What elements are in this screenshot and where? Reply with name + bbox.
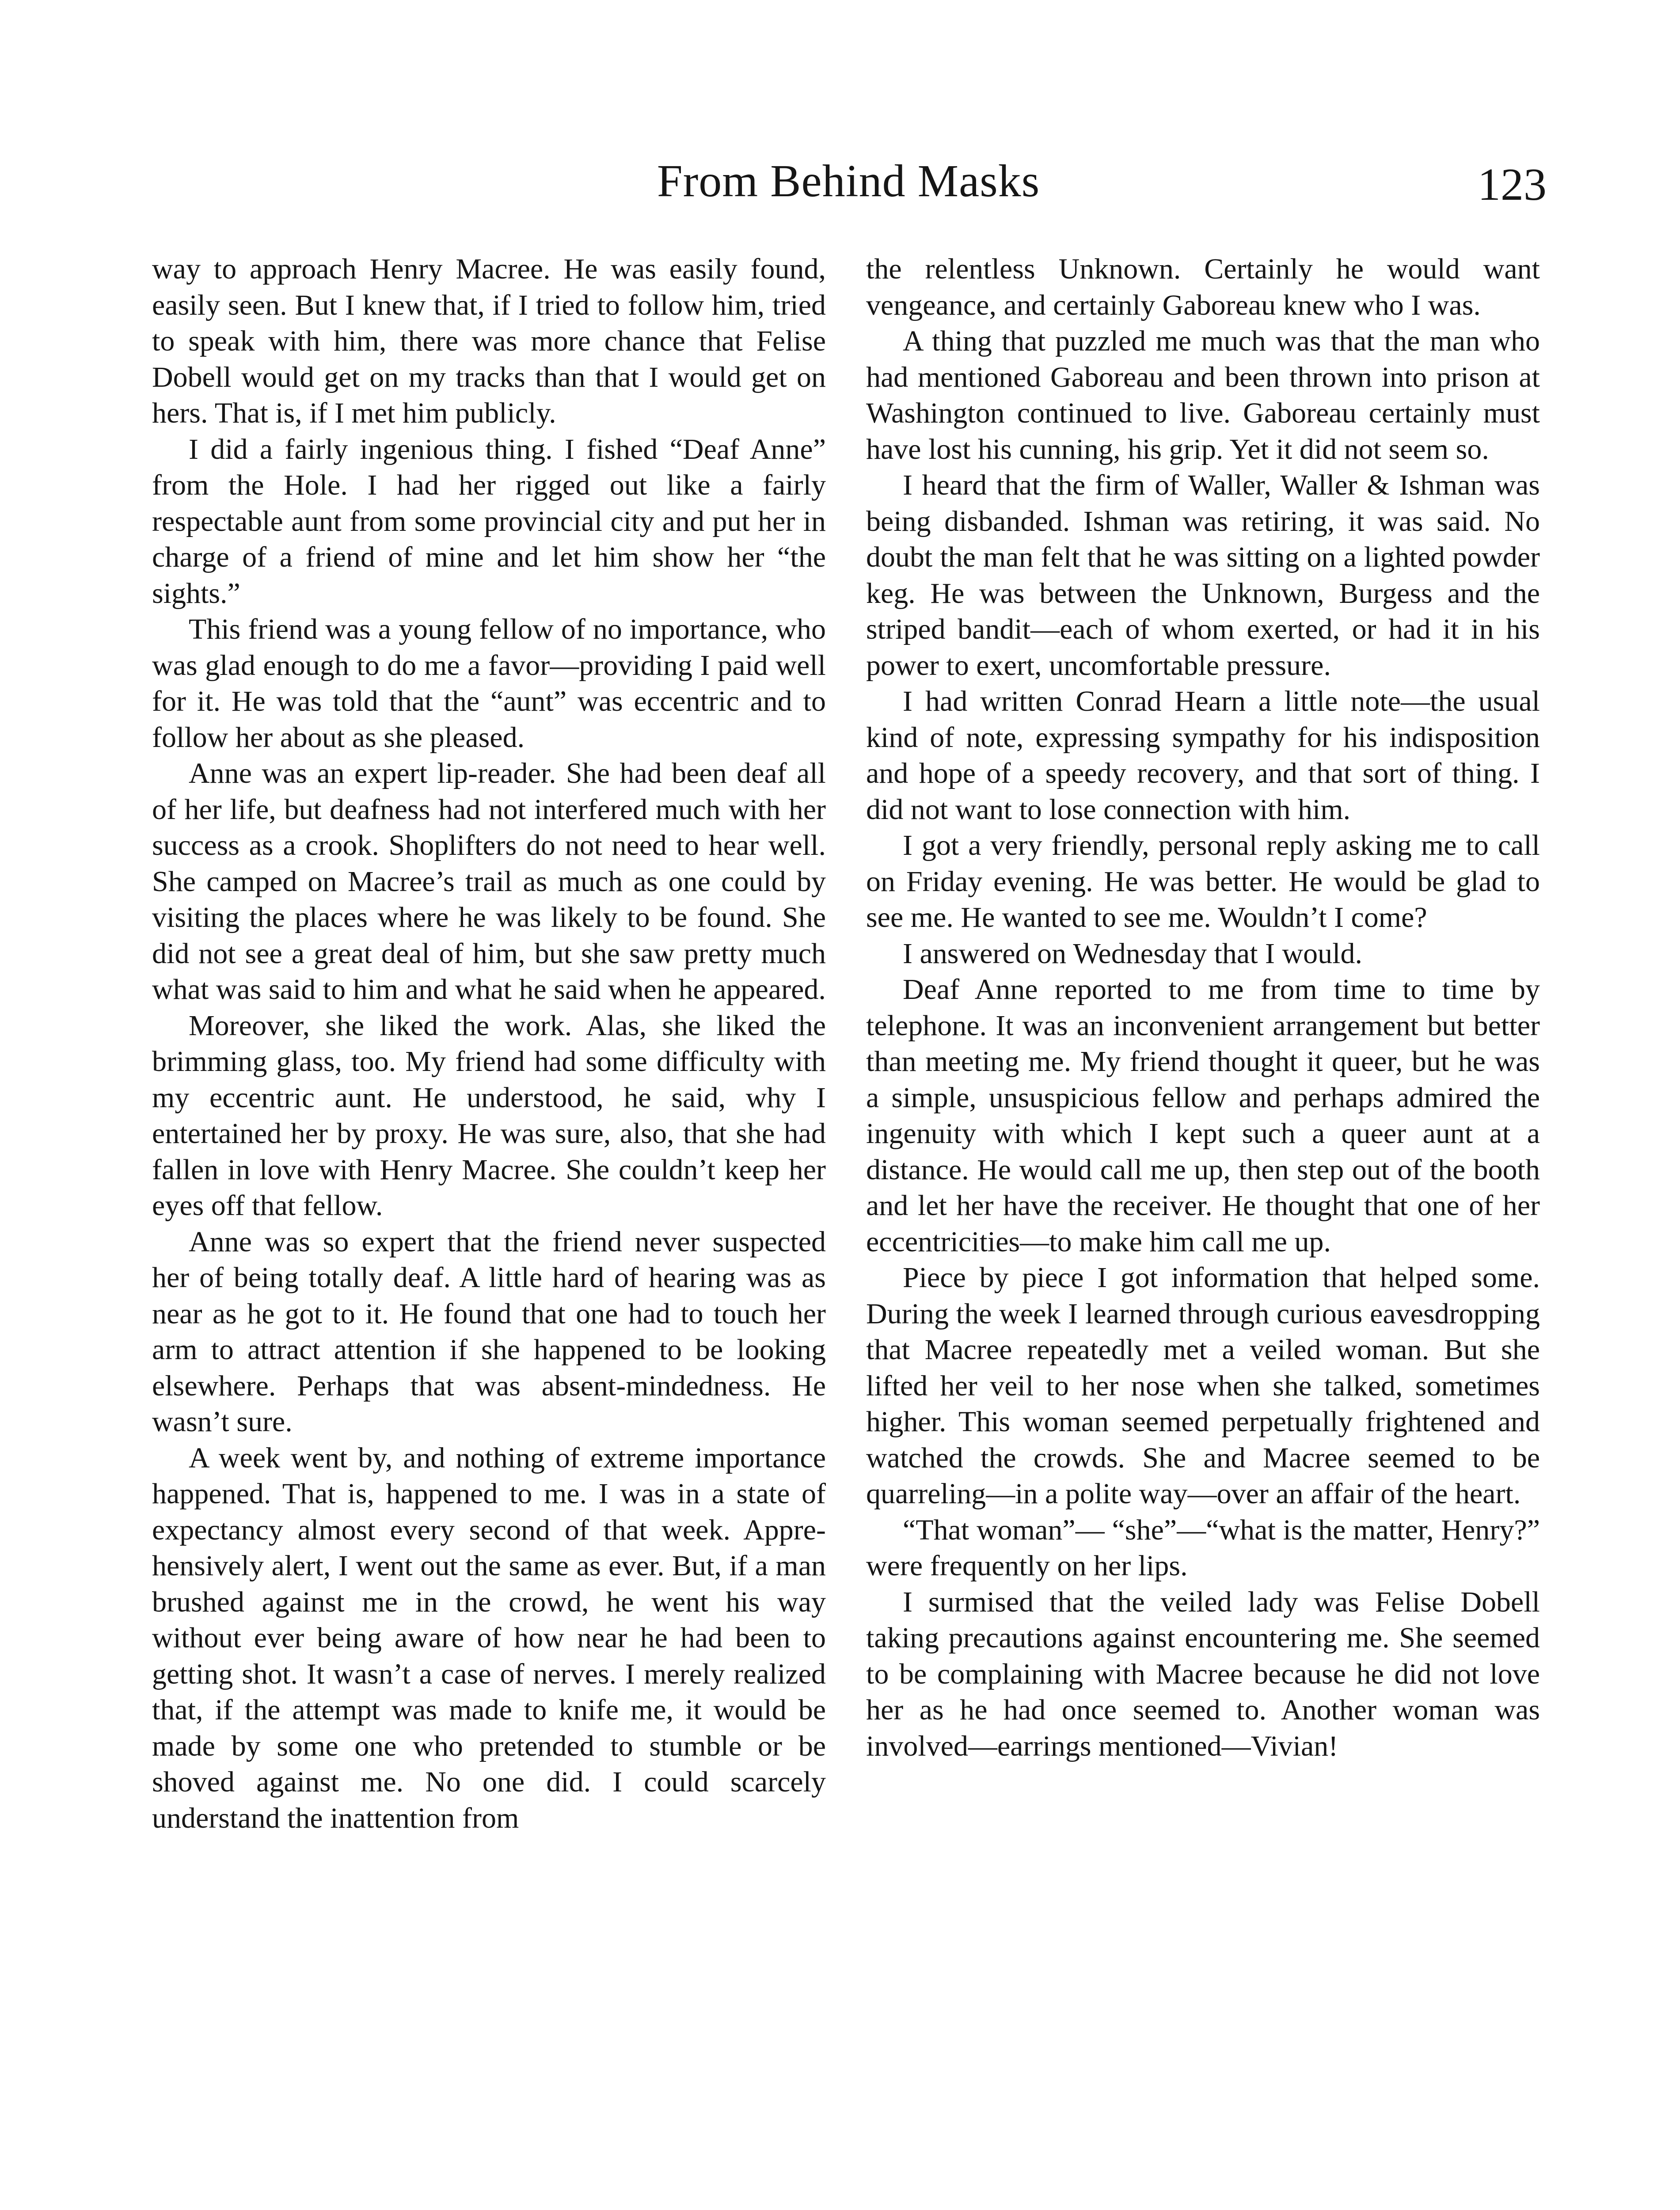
right-column [866, 251, 1540, 1764]
paragraph: the relentless Unknown. Certainly he would want vengeance, and certainly Gaboreau knew who I was. [866, 253, 1540, 321]
paragraph: I surmised that the veiled lady was Felise Dobell taking precautions against encountering me. She seemed to be complaining with Macree because he did not love her as he had once seemed to. Another woman was involved—earrings mentioned—Vivian! [866, 1585, 1540, 1762]
paragraph: Anne was an expert lip-reader. She had been deaf all of her life, but deafness had not interfered much with her success as a crook. Shoplifters do not need to hear well. She camped on Macree’s trail as much as one could by visiting the places where he was likely to be found. She did not see a great deal of him, but she saw pretty much what was said to him and what he said when he appeared. [152, 757, 826, 1006]
paragraph: Anne was so expert that the friend never suspected her of being totally deaf. A little hard of hearing was as near as he got to it. He found that one had to touch her arm to attract attention if she happened to be looking elsewhere. Perhaps that was absent-mindedness. He wasn’t sure. [152, 1225, 826, 1438]
paragraph: A week went by, and nothing of extreme importance happened. That is, happened to me. I was in a state of expectancy almost every second of that week. Apprehensively alert, I went out the same as ever. But, if a man brushed against me in the crowd, he went his way without ever being aware of how near he had been to getting shot. It wasn’t a case of nerves. I merely realized that, if the attempt was made to knife me, it would be made by some one who pretended to stumble or be shoved against me. No one did. I could scarcely understand the inattention from [152, 1441, 826, 1834]
paragraph: This friend was a young fellow of no importance, who was glad enough to do me a favor—providing I paid well for it. He was told that the “aunt” was eccentric and to follow her about as she pleased. [152, 613, 826, 754]
paragraph: Piece by piece I got information that helped some. During the week I learned through curious eavesdropping that Macree repeatedly met a veiled woman. But she lifted her veil to her nose when she talked, sometimes higher. This woman seemed perpetually frightened and watched the crowds. She and Macree seemed to be quarreling—in a polite way—over an affair of the heart. [866, 1261, 1540, 1510]
paragraph: I had written Conrad Hearn a little note—the usual kind of note, expressing sympathy for his indisposition and hope of a speedy recovery, and that sort of thing. I did not want to lose connection with him. [866, 685, 1540, 826]
page-header [150, 146, 1547, 217]
paragraph: Deaf Anne reported to me from time to time by telephone. It was an inconvenient arrangement but better than meeting me. My friend thought it queer, but he was a simple, unsuspicious fellow and perhaps admired the ingenuity with which I kept such a queer aunt at a distance. He would call me up, then step out of the booth and let her have the receiver. He thought that one of her eccentricities—to make him call me up. [866, 973, 1540, 1258]
running-head: From Behind Masks [657, 156, 1040, 206]
paragraph: I got a very friendly, personal reply asking me to call on Friday evening. He was better. He would be glad to see me. He wanted to see me. Wouldn’t I come? [866, 829, 1540, 934]
paragraph: way to approach Henry Macree. He was easily found, easily seen. But I knew that, if I tried to follow him, tried to speak with him, there was more chance that Felise Dobell would get on my tracks than that I would get on hers. That is, if I met him publicly. [152, 253, 826, 429]
paragraph: “That woman”— “she”—“what is the matter, Henry?” were frequently on her lips. [866, 1513, 1540, 1582]
paragraph: I did a fairly ingenious thing. I fished “Deaf Anne” from the Hole. I had her rigged out like a fairly respectable aunt from some provincial city and put her in charge of a friend of mine and let him show her “the sights.” [152, 433, 826, 610]
paragraph: Moreover, she liked the work. Alas, she liked the brimming glass, too. My friend had some difficulty with my eccentric aunt. He understood, he said, why I entertained her by proxy. He was sure, also, that she had fallen in love with Henry Macree. She couldn’t keep her eyes off that fellow. [152, 1009, 826, 1222]
page-number: 123 [1478, 159, 1547, 210]
paragraph: I answered on Wednesday that I would. [903, 937, 1363, 970]
paragraph: I heard that the firm of Waller, Waller & Ishman was being disbanded. Ishman was retiring, it was said. No doubt the man felt that he was sitting on a lighted powder keg. He was between the Unknown, Burgess and the striped bandit—each of whom exerted, or had it in his power to exert, uncomfortable pressure. [866, 469, 1540, 682]
paragraph: A thing that puzzled me much was that the man who had mentioned Gaboreau and been thrown into prison at Washington continued to live. Gaboreau certainly must have lost his cunning, his grip. Yet it did not seem so. [866, 325, 1540, 465]
left-column [152, 251, 826, 1836]
